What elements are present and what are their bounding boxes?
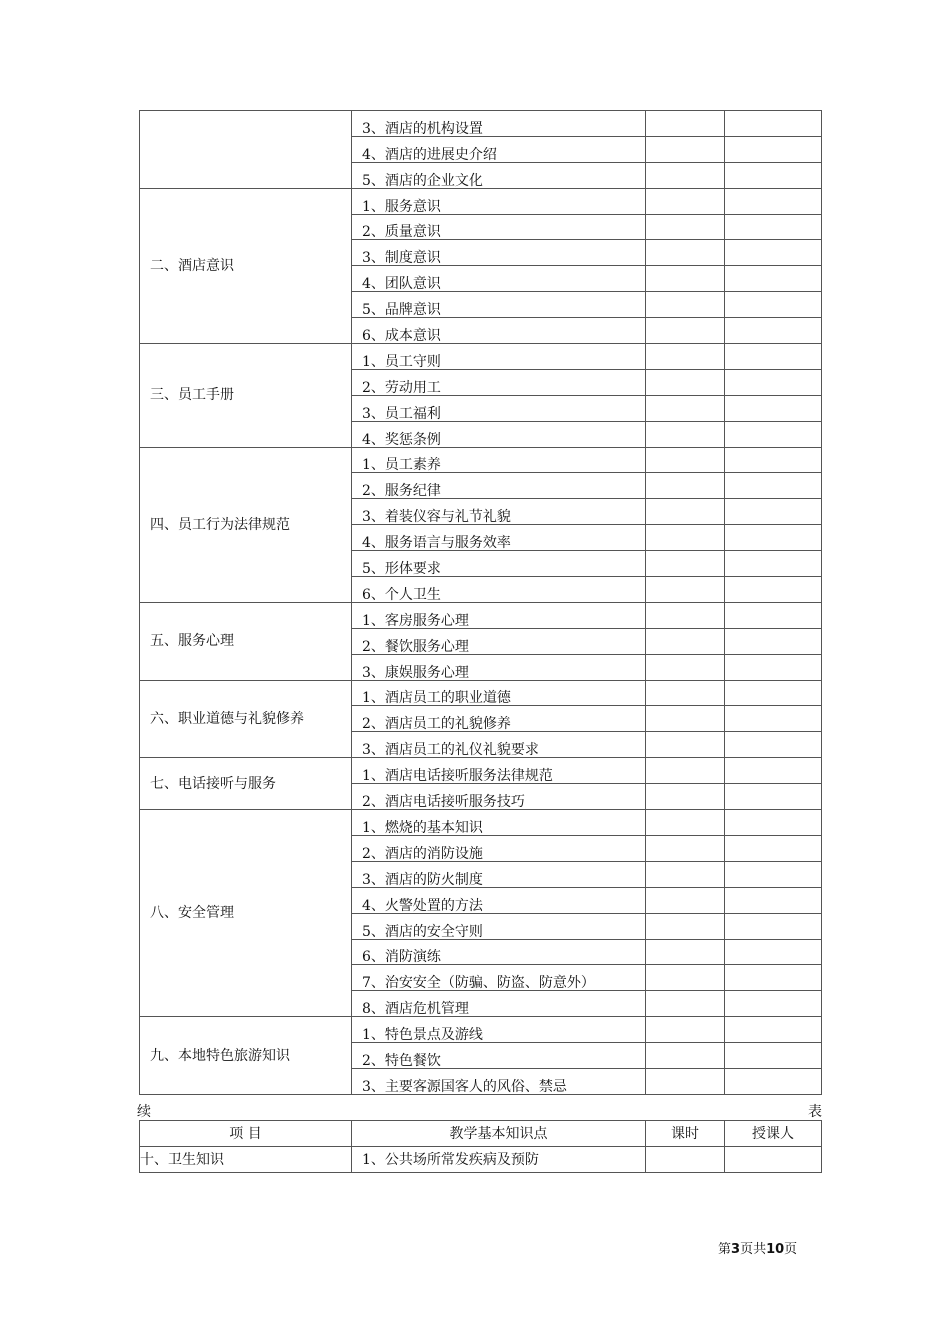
knowledge-item: 2、质量意识 xyxy=(352,214,646,240)
hours-cell xyxy=(646,447,725,473)
hours-cell xyxy=(646,758,725,784)
hours-cell xyxy=(646,369,725,395)
category-cell: 八、安全管理 xyxy=(140,810,352,1017)
teacher-cell xyxy=(725,810,822,836)
teacher-cell xyxy=(725,861,822,887)
knowledge-item: 5、品牌意识 xyxy=(352,292,646,318)
teacher-cell xyxy=(725,835,822,861)
knowledge-item: 1、燃烧的基本知识 xyxy=(352,810,646,836)
hours-cell xyxy=(646,188,725,214)
teacher-cell xyxy=(725,628,822,654)
table-row xyxy=(140,344,822,370)
hours-cell xyxy=(646,318,725,344)
teacher-cell xyxy=(725,1017,822,1043)
hours-cell xyxy=(646,395,725,421)
hours-cell xyxy=(646,1017,725,1043)
teacher-cell xyxy=(725,499,822,525)
hours-cell xyxy=(646,706,725,732)
knowledge-item: 1、员工素养 xyxy=(352,447,646,473)
table-row xyxy=(140,1017,822,1043)
hours-cell xyxy=(646,991,725,1017)
teacher-cell xyxy=(725,991,822,1017)
teacher-cell xyxy=(725,266,822,292)
knowledge-item: 2、劳动用工 xyxy=(352,369,646,395)
knowledge-item: 1、酒店员工的职业道德 xyxy=(352,680,646,706)
knowledge-item: 3、着装仪容与礼节礼貌 xyxy=(352,499,646,525)
hours-cell xyxy=(646,1147,725,1173)
hours-cell xyxy=(646,628,725,654)
teacher-cell xyxy=(725,1147,822,1173)
continued-label-left: 续 xyxy=(137,1104,151,1120)
footer-mid: 页共 xyxy=(740,1242,767,1257)
hours-cell xyxy=(646,577,725,603)
knowledge-item: 2、特色餐饮 xyxy=(352,1043,646,1069)
hours-cell xyxy=(646,913,725,939)
header-knowledge: 教学基本知识点 xyxy=(352,1121,646,1147)
hours-cell xyxy=(646,602,725,628)
hours-cell xyxy=(646,240,725,266)
teacher-cell xyxy=(725,654,822,680)
category-cell xyxy=(140,111,352,189)
hours-cell xyxy=(646,1068,725,1094)
hours-cell xyxy=(646,214,725,240)
hours-cell xyxy=(646,266,725,292)
knowledge-item: 5、酒店的企业文化 xyxy=(352,162,646,188)
knowledge-item: 4、酒店的进展史介绍 xyxy=(352,136,646,162)
teacher-cell xyxy=(725,136,822,162)
hours-cell xyxy=(646,732,725,758)
hours-cell xyxy=(646,525,725,551)
knowledge-item: 8、酒店危机管理 xyxy=(352,991,646,1017)
hours-cell xyxy=(646,861,725,887)
knowledge-item: 1、员工守则 xyxy=(352,344,646,370)
knowledge-item: 7、治安安全（防骗、防盗、防意外） xyxy=(352,965,646,991)
category-cell: 十、卫生知识 xyxy=(140,1147,352,1173)
teacher-cell xyxy=(725,188,822,214)
curriculum-table xyxy=(139,110,822,1095)
knowledge-item: 1、客房服务心理 xyxy=(352,602,646,628)
teacher-cell xyxy=(725,706,822,732)
teacher-cell xyxy=(725,369,822,395)
hours-cell xyxy=(646,162,725,188)
teacher-cell xyxy=(725,732,822,758)
header-row xyxy=(140,1121,822,1147)
hours-cell xyxy=(646,136,725,162)
knowledge-item: 3、制度意识 xyxy=(352,240,646,266)
teacher-cell xyxy=(725,887,822,913)
category-cell: 六、职业道德与礼貌修养 xyxy=(140,680,352,758)
knowledge-item: 2、酒店员工的礼貌修养 xyxy=(352,706,646,732)
teacher-cell xyxy=(725,965,822,991)
footer-prefix: 第 xyxy=(718,1242,732,1257)
table-row xyxy=(140,602,822,628)
table-row xyxy=(140,188,822,214)
knowledge-item: 4、火警处置的方法 xyxy=(352,887,646,913)
knowledge-item: 3、主要客源国客人的风俗、禁忌 xyxy=(352,1068,646,1094)
category-cell: 三、员工手册 xyxy=(140,344,352,448)
table-row xyxy=(140,810,822,836)
teacher-cell xyxy=(725,292,822,318)
teacher-cell xyxy=(725,214,822,240)
teacher-cell xyxy=(725,784,822,810)
teacher-cell xyxy=(725,421,822,447)
hours-cell xyxy=(646,421,725,447)
knowledge-item: 5、酒店的安全守则 xyxy=(352,913,646,939)
teacher-cell xyxy=(725,447,822,473)
teacher-cell xyxy=(725,602,822,628)
footer-page-number: 3 xyxy=(731,1242,741,1257)
table-row xyxy=(140,758,822,784)
knowledge-item: 2、服务纪律 xyxy=(352,473,646,499)
hours-cell xyxy=(646,939,725,965)
header-teacher: 授课人 xyxy=(725,1121,822,1147)
teacher-cell xyxy=(725,395,822,421)
hours-cell xyxy=(646,1043,725,1069)
hours-cell xyxy=(646,111,725,137)
teacher-cell xyxy=(725,318,822,344)
hours-cell xyxy=(646,835,725,861)
knowledge-item: 6、个人卫生 xyxy=(352,577,646,603)
hours-cell xyxy=(646,292,725,318)
category-cell: 五、服务心理 xyxy=(140,602,352,680)
knowledge-item: 1、酒店电话接听服务法律规范 xyxy=(352,758,646,784)
hours-cell xyxy=(646,887,725,913)
knowledge-item: 1、特色景点及游线 xyxy=(352,1017,646,1043)
category-cell: 九、本地特色旅游知识 xyxy=(140,1017,352,1095)
continued-table xyxy=(139,1120,822,1173)
footer-total-pages: 10 xyxy=(766,1242,785,1257)
knowledge-item: 3、酒店员工的礼仪礼貌要求 xyxy=(352,732,646,758)
category-cell: 七、电话接听与服务 xyxy=(140,758,352,810)
teacher-cell xyxy=(725,525,822,551)
teacher-cell xyxy=(725,680,822,706)
knowledge-item: 6、成本意识 xyxy=(352,318,646,344)
teacher-cell xyxy=(725,111,822,137)
teacher-cell xyxy=(725,473,822,499)
hours-cell xyxy=(646,499,725,525)
teacher-cell xyxy=(725,1043,822,1069)
knowledge-item: 2、餐饮服务心理 xyxy=(352,628,646,654)
hours-cell xyxy=(646,551,725,577)
knowledge-item: 1、服务意识 xyxy=(352,188,646,214)
category-cell: 二、酒店意识 xyxy=(140,188,352,343)
hours-cell xyxy=(646,810,725,836)
teacher-cell xyxy=(725,551,822,577)
teacher-cell xyxy=(725,240,822,266)
footer-suffix: 页 xyxy=(784,1242,798,1257)
item-cell: 1、公共场所常发疾病及预防 xyxy=(352,1147,646,1173)
knowledge-item: 4、团队意识 xyxy=(352,266,646,292)
teacher-cell xyxy=(725,913,822,939)
hours-cell xyxy=(646,654,725,680)
hours-cell xyxy=(646,784,725,810)
table-row xyxy=(140,680,822,706)
teacher-cell xyxy=(725,939,822,965)
knowledge-item: 3、康娱服务心理 xyxy=(352,654,646,680)
header-project: 项 目 xyxy=(140,1121,352,1147)
hours-cell xyxy=(646,344,725,370)
knowledge-item: 2、酒店的消防设施 xyxy=(352,835,646,861)
category-cell: 四、员工行为法律规范 xyxy=(140,447,352,602)
teacher-cell xyxy=(725,577,822,603)
teacher-cell xyxy=(725,162,822,188)
knowledge-item: 4、奖惩条例 xyxy=(352,421,646,447)
knowledge-item: 3、酒店的防火制度 xyxy=(352,861,646,887)
knowledge-item: 3、酒店的机构设置 xyxy=(352,111,646,137)
teacher-cell xyxy=(725,758,822,784)
hours-cell xyxy=(646,473,725,499)
teacher-cell xyxy=(725,1068,822,1094)
hours-cell xyxy=(646,965,725,991)
table-row xyxy=(140,447,822,473)
header-hours: 课时 xyxy=(646,1121,725,1147)
knowledge-item: 5、形体要求 xyxy=(352,551,646,577)
knowledge-item: 2、酒店电话接听服务技巧 xyxy=(352,784,646,810)
table-row xyxy=(140,1147,822,1173)
table-row xyxy=(140,111,822,137)
hours-cell xyxy=(646,680,725,706)
continued-label-right: 表 xyxy=(808,1104,822,1120)
page-footer xyxy=(718,1238,797,1257)
knowledge-item: 3、员工福利 xyxy=(352,395,646,421)
knowledge-item: 4、服务语言与服务效率 xyxy=(352,525,646,551)
knowledge-item: 6、消防演练 xyxy=(352,939,646,965)
teacher-cell xyxy=(725,344,822,370)
